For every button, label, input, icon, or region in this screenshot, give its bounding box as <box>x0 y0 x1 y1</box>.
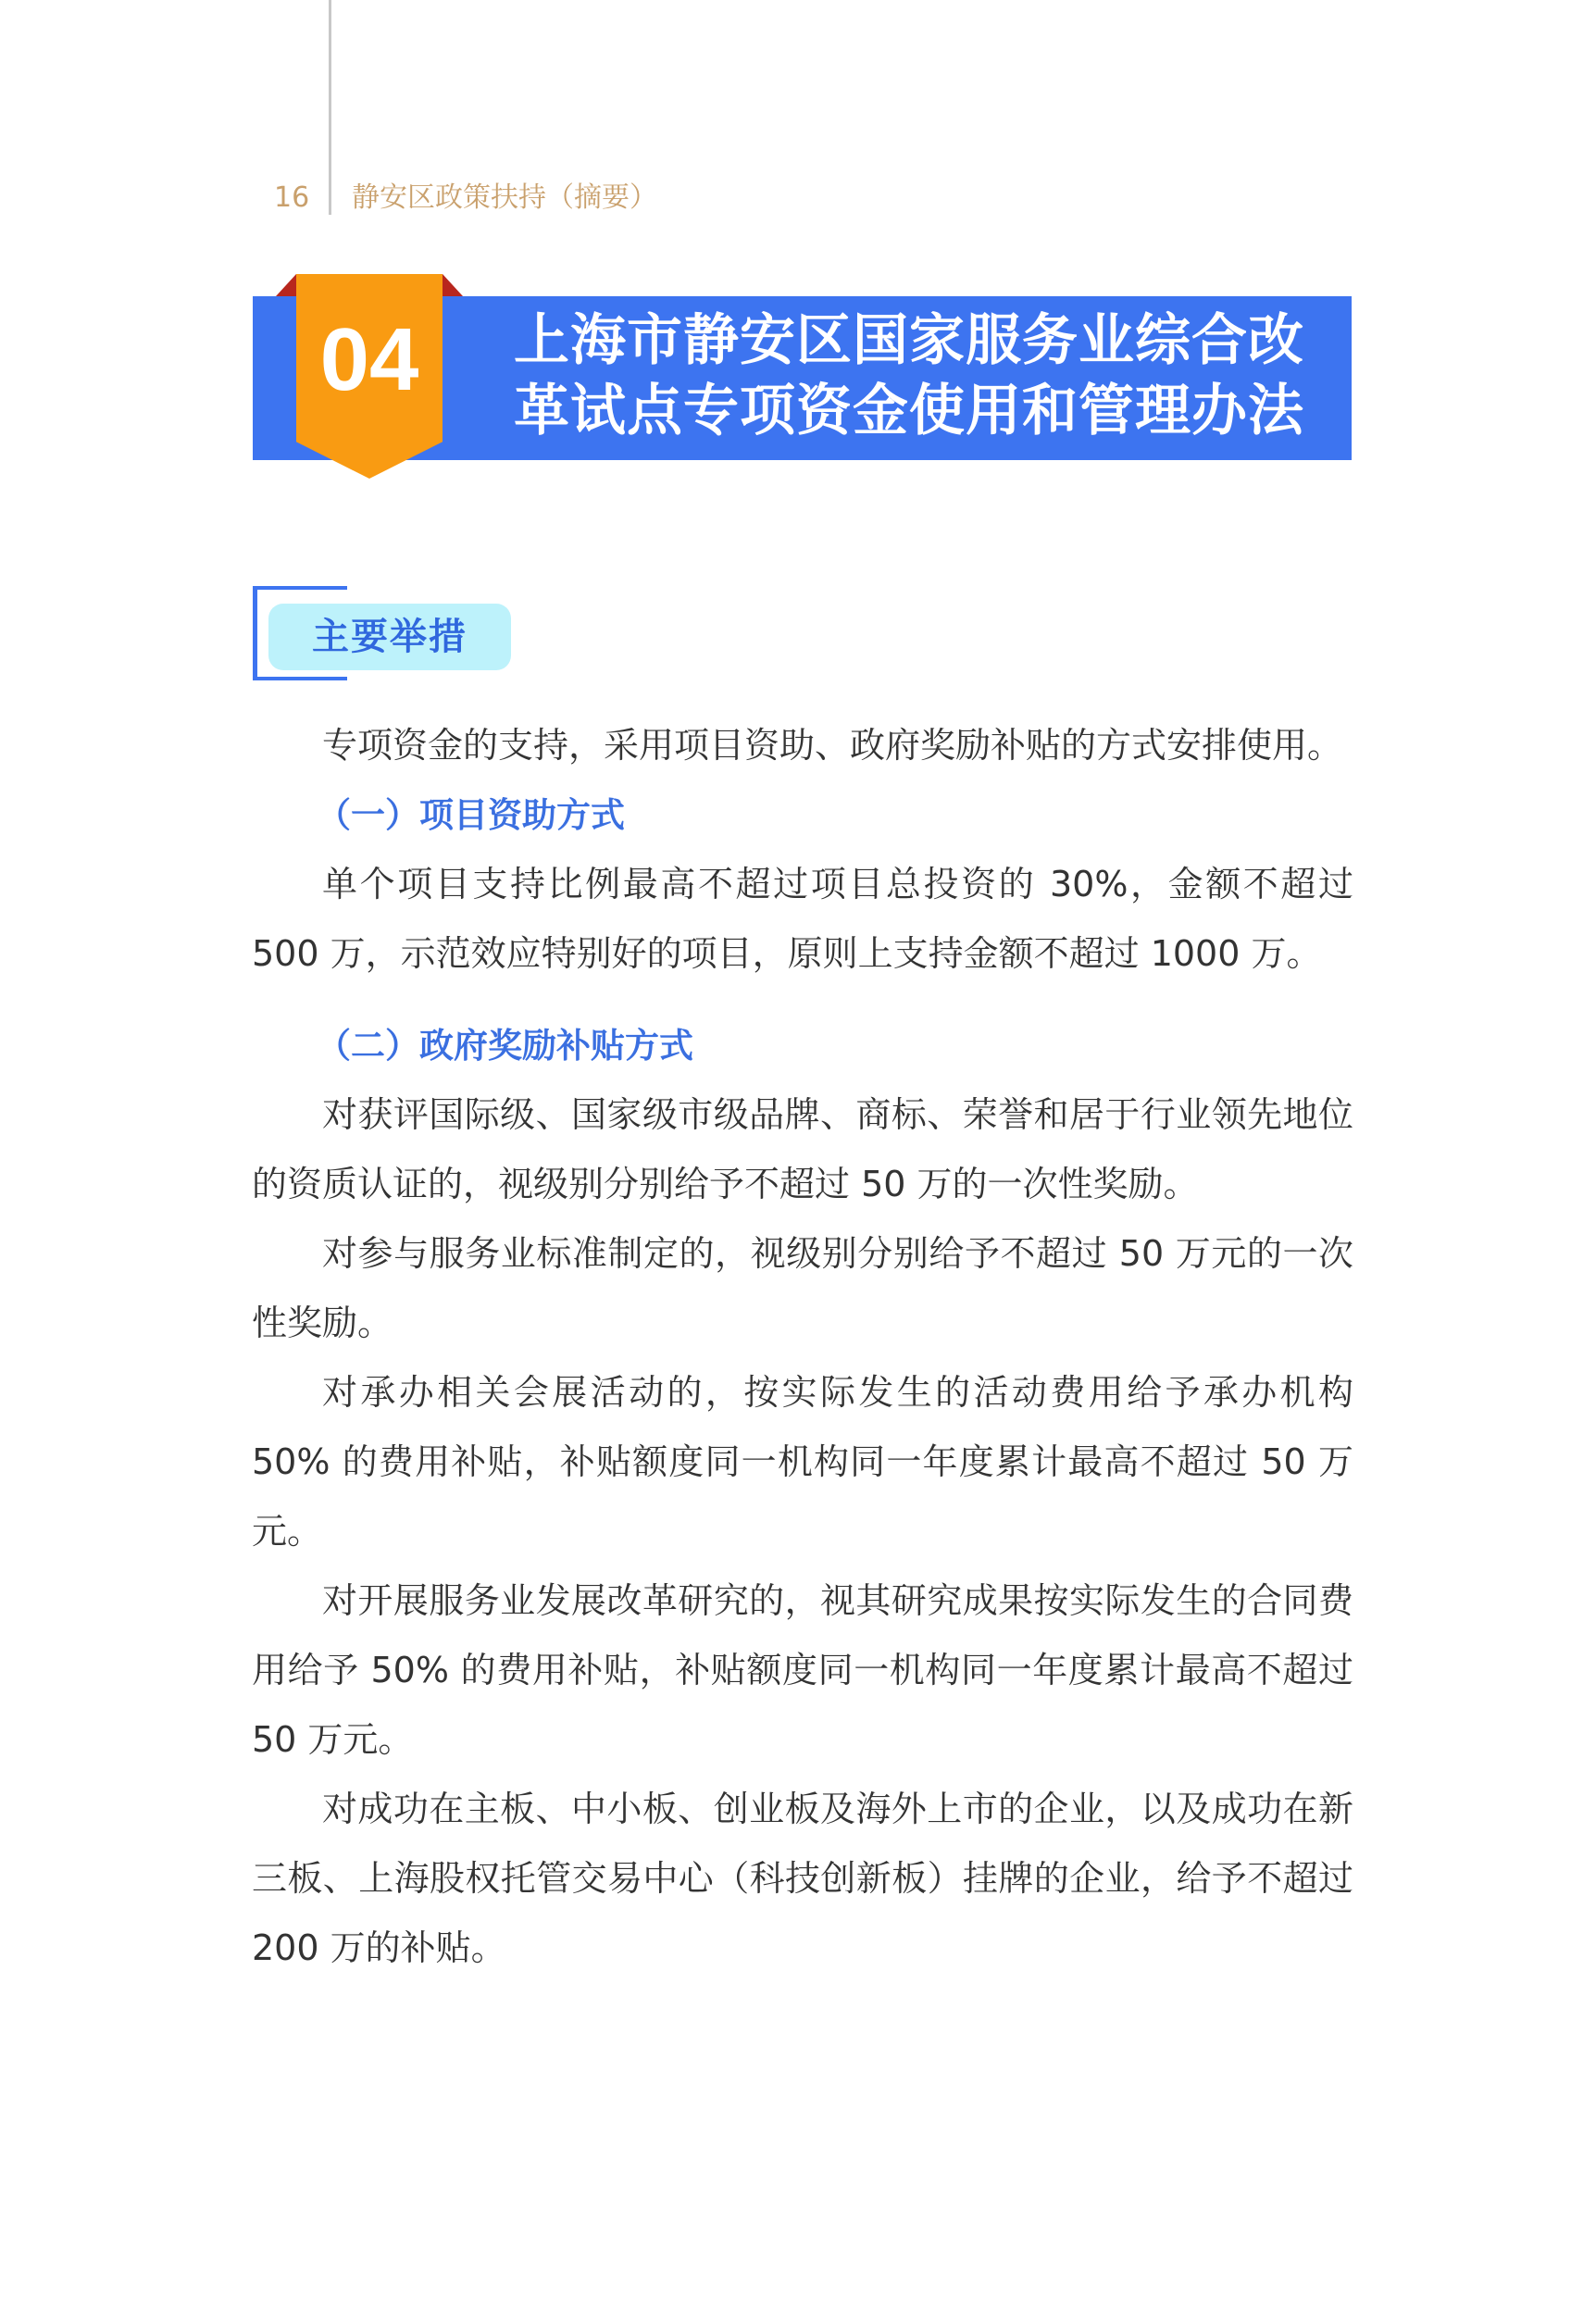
paragraph: 对承办相关会展活动的，按实际发生的活动费用给予承办机构 50% 的费用补贴，补贴额度同一机构同一年度累计最高不超过 50 万元。 <box>252 1372 1353 1552</box>
paragraph: 对开展服务业发展改革研究的，视其研究成果按实际发生的合同费用给予 50% 的费用补贴，补贴额度同一机构同一年度累计最高不超过 50 万元。 <box>252 1580 1353 1760</box>
header-divider <box>329 0 331 215</box>
running-title: 静安区政策扶持（摘要） <box>352 181 657 214</box>
paragraph: 单个项目支持比例最高不超过项目总投资的 30%，金额不超过 500 万，示范效应特别好的项目，原则上支持金额不超过 1000 万。 <box>252 864 1353 974</box>
paragraph: 对成功在主板、中小板、创业板及海外上市的企业，以及成功在新三板、上海股权托管交易中心（科技创新板）挂牌的企业，给予不超过 200 万的补贴。 <box>252 1789 1353 1968</box>
subsection-heading-government-awards: （二）政府奖励补贴方式 <box>317 1026 693 1066</box>
section-label: 主要举措 <box>312 616 468 658</box>
badge-ribbon-fold-right <box>443 274 463 296</box>
badge-ribbon-fold-left <box>276 274 296 296</box>
paragraph: 对获评国际级、国家级市级品牌、商标、荣誉和居于行业领先地位的资质认证的，视级别分别给予不超过 50 万的一次性奖励。 <box>252 1094 1353 1204</box>
page-number: 16 <box>274 181 310 214</box>
body-content <box>252 711 1353 1983</box>
paragraph: 对参与服务业标准制定的，视级别分别给予不超过 50 万元的一次性奖励。 <box>252 1233 1353 1343</box>
chapter-title: 上海市静安区国家服务业综合改革试点专项资金使用和管理办法 <box>514 308 1304 443</box>
subsection-heading-project-funding: （一）项目资助方式 <box>317 795 625 835</box>
intro-paragraph: 专项资金的支持，采用项目资助、政府奖励补贴的方式安排使用。 <box>322 725 1343 766</box>
chapter-number: 04 <box>319 310 419 409</box>
